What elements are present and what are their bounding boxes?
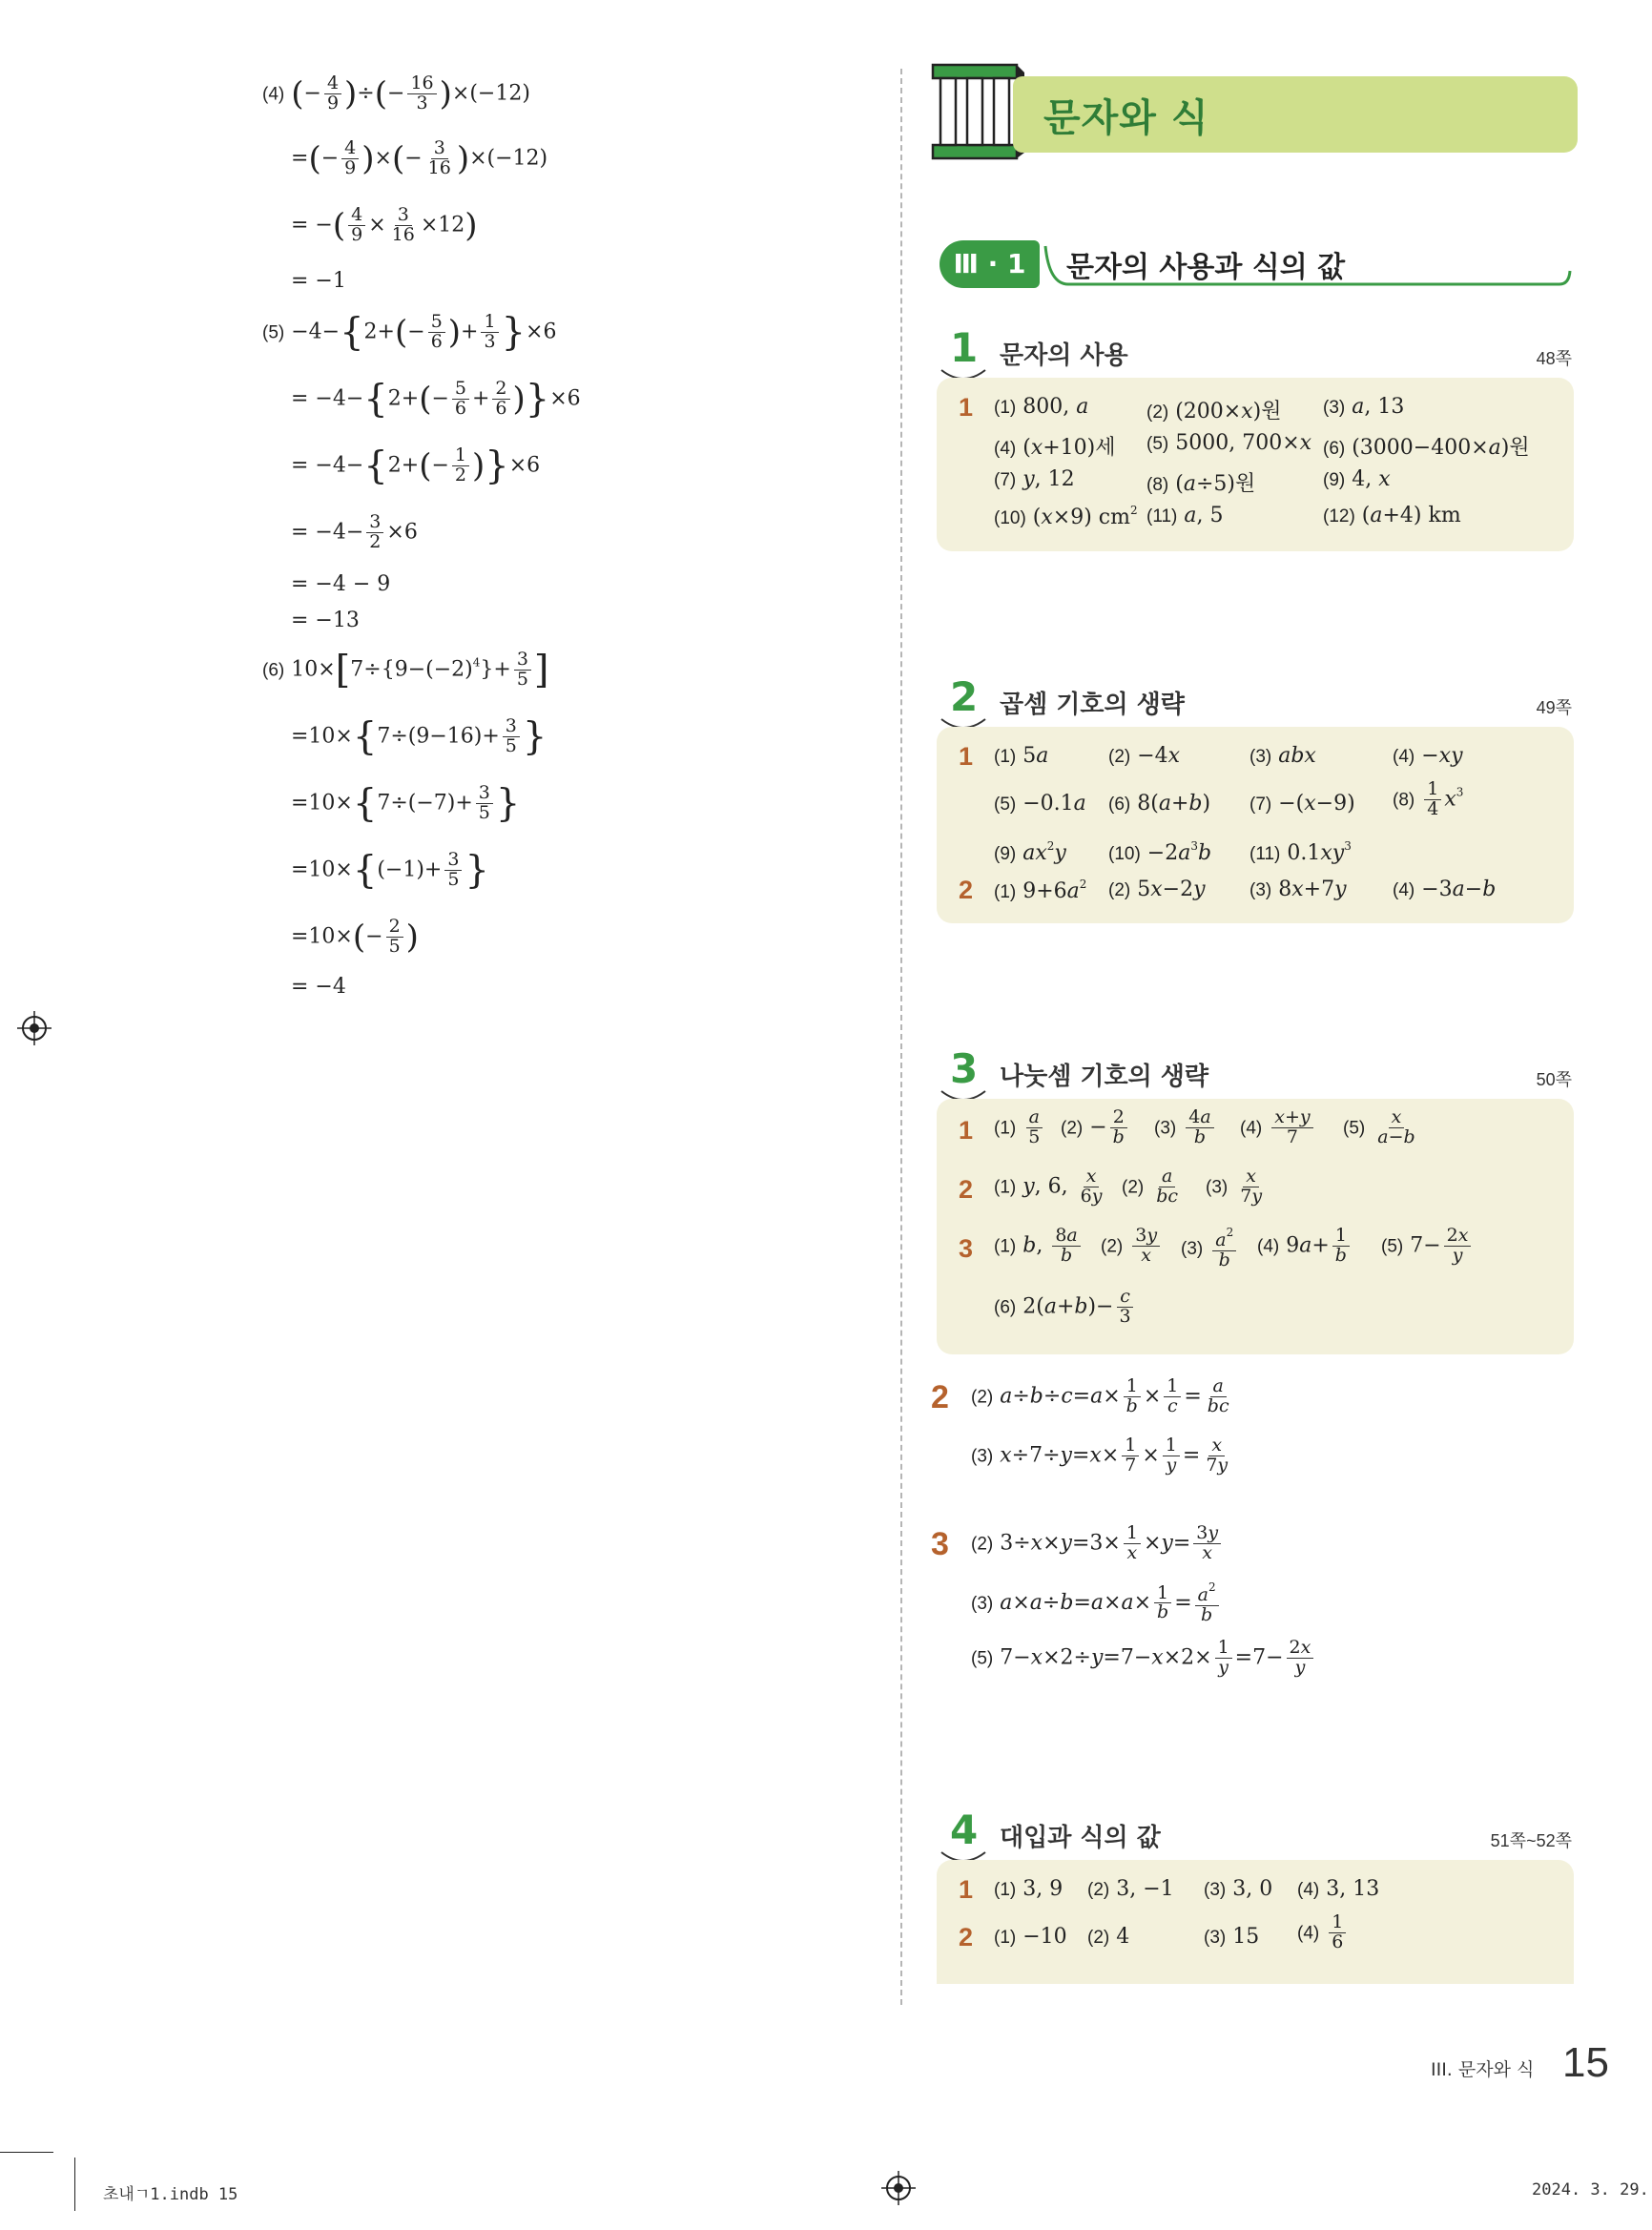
lesson-2-title: 곱셈 기호의 생략: [1000, 691, 1185, 719]
registration-mark-icon: [881, 2171, 916, 2205]
crop-mark: [0, 2152, 53, 2153]
section-badge: Ⅲ · 1: [940, 240, 1040, 288]
print-date: 2024. 3. 29.: [1532, 2180, 1649, 2199]
solution-4-line-3: = −( $\frac{4}{9}$ × $\frac{3}{16}$ ×12): [291, 204, 478, 245]
explanation-3-line-1: (2) 3÷x×y=3× $\frac{1}{x}$ ×y= $\frac{3y}{x}$: [971, 1524, 1224, 1563]
lesson-3-q3-number: 3: [959, 1234, 974, 1263]
lesson-1-number: 1: [950, 324, 979, 371]
lesson-2-number: 2: [950, 673, 979, 720]
crop-mark: [74, 2158, 75, 2211]
solution-4-result: = −1: [291, 269, 346, 293]
footer-chapter: III. 문자와 식: [1431, 2059, 1535, 2080]
explanation-2-line-2: (3) x÷7÷y=x× $\frac{1}{7}$ × $\frac{1}{y}$ = $\frac{x}{7y}$: [971, 1435, 1229, 1476]
solution-4-line-1: (4) (− $\frac{4}{9}$ )÷(− $\frac{16}{3}$ )×(−12): [262, 72, 530, 114]
explanation-3-number: 3: [931, 1526, 949, 1562]
solution-5-line-2: = −4−{2+(− $\frac{5}{6}$ + $\frac{2}{6}$ )}×6: [291, 377, 581, 422]
lesson-3-title: 나눗셈 기호의 생략: [1000, 1063, 1209, 1091]
lesson-4-q1-number: 1: [959, 1875, 974, 1904]
solution-6-line-3: =10×{7÷(−7)+ $\frac{3}{5}$ }: [291, 781, 521, 826]
solution-6-line-4: =10×{(−1)+ $\frac{3}{5}$ }: [291, 848, 489, 893]
column-divider: [900, 69, 902, 2005]
lesson-2-page: 49쪽: [1536, 698, 1572, 717]
lesson-1-title: 문자의 사용: [1000, 341, 1128, 370]
solution-5-line-4: = −4− $\frac{3}{2}$ ×6: [291, 511, 418, 552]
lesson-4-number: 4: [950, 1807, 979, 1853]
registration-mark-icon: [17, 1011, 52, 1045]
solution-6-result: = −4: [291, 975, 346, 999]
chapter-title: 문자와 식: [1043, 96, 1209, 140]
solution-5-line-3: = −4−{2+(− $\frac{1}{2}$ )}×6: [291, 444, 541, 488]
lesson-1-q1-number: 1: [959, 393, 974, 422]
solution-5-line-1: (5) −4−{2+(− $\frac{5}{6}$ )+ $\frac{1}{3}$ }×6: [262, 310, 557, 355]
lesson-4-q2-number: 2: [959, 1923, 974, 1951]
solution-6-line-2: =10×{7÷(9−16)+ $\frac{3}{5}$ }: [291, 714, 547, 759]
explanation-3-line-2: (3) a×a÷b=a×a× $\frac{1}{b}$ = $\frac{a^2}{b}$: [971, 1581, 1222, 1625]
lesson-4-page: 51쪽~52쪽: [1490, 1831, 1572, 1850]
lesson-4-title: 대입과 식의 값: [1000, 1824, 1161, 1852]
explanation-2-number: 2: [931, 1379, 949, 1415]
lesson-3-number: 3: [950, 1045, 979, 1092]
lesson-3-page: 50쪽: [1536, 1070, 1572, 1089]
lesson-2-q2-number: 2: [959, 876, 974, 904]
page-number: 15: [1562, 2039, 1609, 2086]
section-title: 문자의 사용과 식의 값: [1066, 251, 1346, 284]
explanation-2-line-1: (2) a÷b÷c=a× $\frac{1}{b}$ × $\frac{1}{c}$ = $\frac{a}{bc}$: [971, 1375, 1229, 1416]
solution-4-line-2: =(− $\frac{4}{9}$ )×(− $\frac{3}{16}$ )×(−12): [291, 137, 548, 178]
lesson-3-q2-number: 2: [959, 1175, 974, 1204]
file-info: 초내ㄱ1.indb 15: [103, 2185, 238, 2204]
solution-5-result: = −13: [291, 609, 360, 632]
lesson-1-page: 48쪽: [1536, 349, 1572, 368]
solution-5-line-5: = −4 − 9: [291, 572, 391, 596]
lesson-2-q1-number: 1: [959, 742, 974, 771]
explanation-3-line-3: (5) 7−x×2÷y=7−x×2× $\frac{1}{y}$ =7− $\frac{2x}{y}$: [971, 1639, 1316, 1678]
solution-6-line-1: (6) $10\times[7\div\{9-(-2)^4\}+$ $\frac{3}{5}$ ]: [262, 648, 549, 692]
lesson-3-q1-number: 1: [959, 1116, 974, 1145]
solution-6-line-5: =10×(− $\frac{2}{5}$ ): [291, 916, 419, 957]
